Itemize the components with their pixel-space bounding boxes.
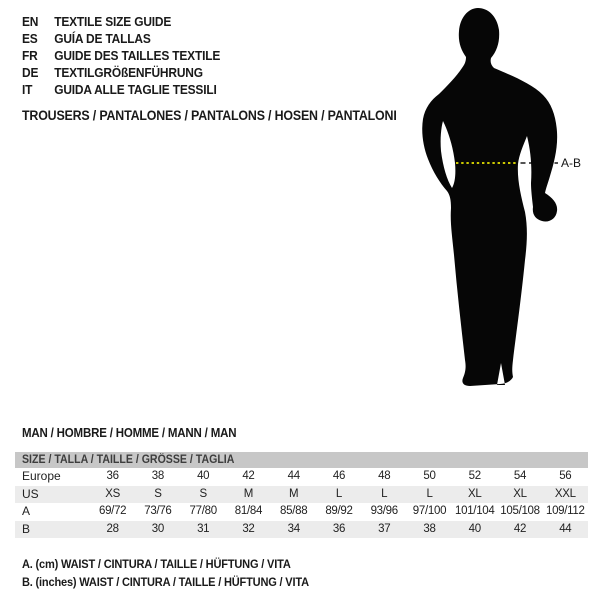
size-cell: 36 xyxy=(332,522,346,535)
size-cell: 105/108 xyxy=(500,505,540,517)
language-label: GUIDE DES TAILLES TEXTILE xyxy=(54,48,221,63)
figure-area xyxy=(415,0,600,400)
size-row-label: A xyxy=(22,504,31,518)
language-code: EN xyxy=(22,14,39,29)
size-cell: 89/92 xyxy=(325,505,353,517)
size-cell: 44 xyxy=(559,522,572,535)
size-cell: 73/76 xyxy=(144,505,172,517)
language-row xyxy=(22,47,220,64)
size-table-row xyxy=(15,521,588,539)
size-cell: 31 xyxy=(197,522,210,535)
man-body-shape xyxy=(422,8,557,386)
note-waist-inches: B. (inches) WAIST / CINTURA / TAILLE / HÜFTUNG / VITA xyxy=(22,575,309,589)
size-cell: 52 xyxy=(468,470,481,482)
size-cell: L xyxy=(381,487,388,500)
size-cell: 34 xyxy=(287,522,300,535)
size-cell: 38 xyxy=(423,522,436,535)
size-cell: L xyxy=(426,487,433,500)
size-cell: XL xyxy=(468,487,482,500)
size-row-label: Europe xyxy=(22,469,61,483)
size-cell: S xyxy=(199,487,207,500)
size-cell: 85/88 xyxy=(280,505,308,517)
size-cell: 28 xyxy=(106,522,119,535)
size-cell: 30 xyxy=(151,522,164,535)
size-table xyxy=(15,452,588,538)
language-label: GUIDA ALLE TAGLIE TESSILI xyxy=(54,82,217,97)
size-table-body xyxy=(15,468,588,538)
language-code: DE xyxy=(22,65,39,80)
size-cell: 46 xyxy=(332,470,346,482)
language-label: GUÍA DE TALLAS xyxy=(54,31,151,46)
size-cell: M xyxy=(289,487,299,500)
size-cell: 32 xyxy=(242,522,255,535)
size-cell: 37 xyxy=(378,522,391,535)
size-cell: XL xyxy=(513,487,527,500)
note-waist-cm: A. (cm) WAIST / CINTURA / TAILLE / HÜFTUNG / VITA xyxy=(22,557,291,571)
size-row-label: B xyxy=(22,521,31,536)
size-cell: 97/100 xyxy=(412,505,447,517)
language-row xyxy=(22,64,220,81)
size-cell: 56 xyxy=(559,470,572,482)
size-cell: M xyxy=(243,487,254,500)
size-cell: 69/72 xyxy=(98,505,127,517)
size-table-header xyxy=(15,452,588,468)
language-row xyxy=(22,30,220,47)
size-table-header-label: SIZE / TALLA / TAILLE / GRÖSSE / TAGLIA xyxy=(22,454,235,466)
man-silhouette-figure xyxy=(415,0,600,400)
size-row-label: US xyxy=(22,486,39,501)
size-cell: 42 xyxy=(513,522,527,535)
language-label: TEXTILE SIZE GUIDE xyxy=(54,14,172,29)
garment-title: TROUSERS / PANTALONES / PANTALONS / HOSEN / PANTALONI xyxy=(22,108,397,123)
language-code: FR xyxy=(22,48,38,63)
size-cell: 48 xyxy=(378,470,391,482)
size-cell: XXL xyxy=(554,487,576,500)
size-cell: 44 xyxy=(287,470,300,482)
size-cell: 40 xyxy=(468,522,481,535)
language-code: IT xyxy=(22,82,33,97)
size-cell: 54 xyxy=(513,470,527,482)
gender-section-label: MAN / HOMBRE / HOMME / MANN / MAN xyxy=(22,426,237,440)
size-cell: S xyxy=(154,487,162,500)
size-cell: 109/112 xyxy=(545,505,585,517)
language-label: TEXTILGRÖßENFÜHRUNG xyxy=(54,65,203,80)
language-legend xyxy=(22,13,237,98)
size-cell: 38 xyxy=(151,470,164,482)
size-cell: 77/80 xyxy=(189,505,217,517)
language-row xyxy=(22,13,220,30)
size-cell: L xyxy=(335,487,343,500)
size-cell: 36 xyxy=(106,470,119,482)
size-cell: 40 xyxy=(197,470,210,482)
size-cell: XS xyxy=(105,487,120,500)
size-table-row xyxy=(15,486,588,504)
size-cell: 81/84 xyxy=(234,505,263,517)
measure-label: A-B xyxy=(561,156,582,170)
size-cell: 101/104 xyxy=(455,505,495,517)
size-cell: 93/96 xyxy=(370,505,398,517)
size-table-row xyxy=(15,468,588,486)
size-cell: 50 xyxy=(423,470,436,482)
size-cell: 42 xyxy=(242,470,255,482)
size-table-row xyxy=(15,503,588,521)
language-row xyxy=(22,81,220,98)
language-code: ES xyxy=(22,31,38,46)
measurement-notes xyxy=(22,555,334,591)
